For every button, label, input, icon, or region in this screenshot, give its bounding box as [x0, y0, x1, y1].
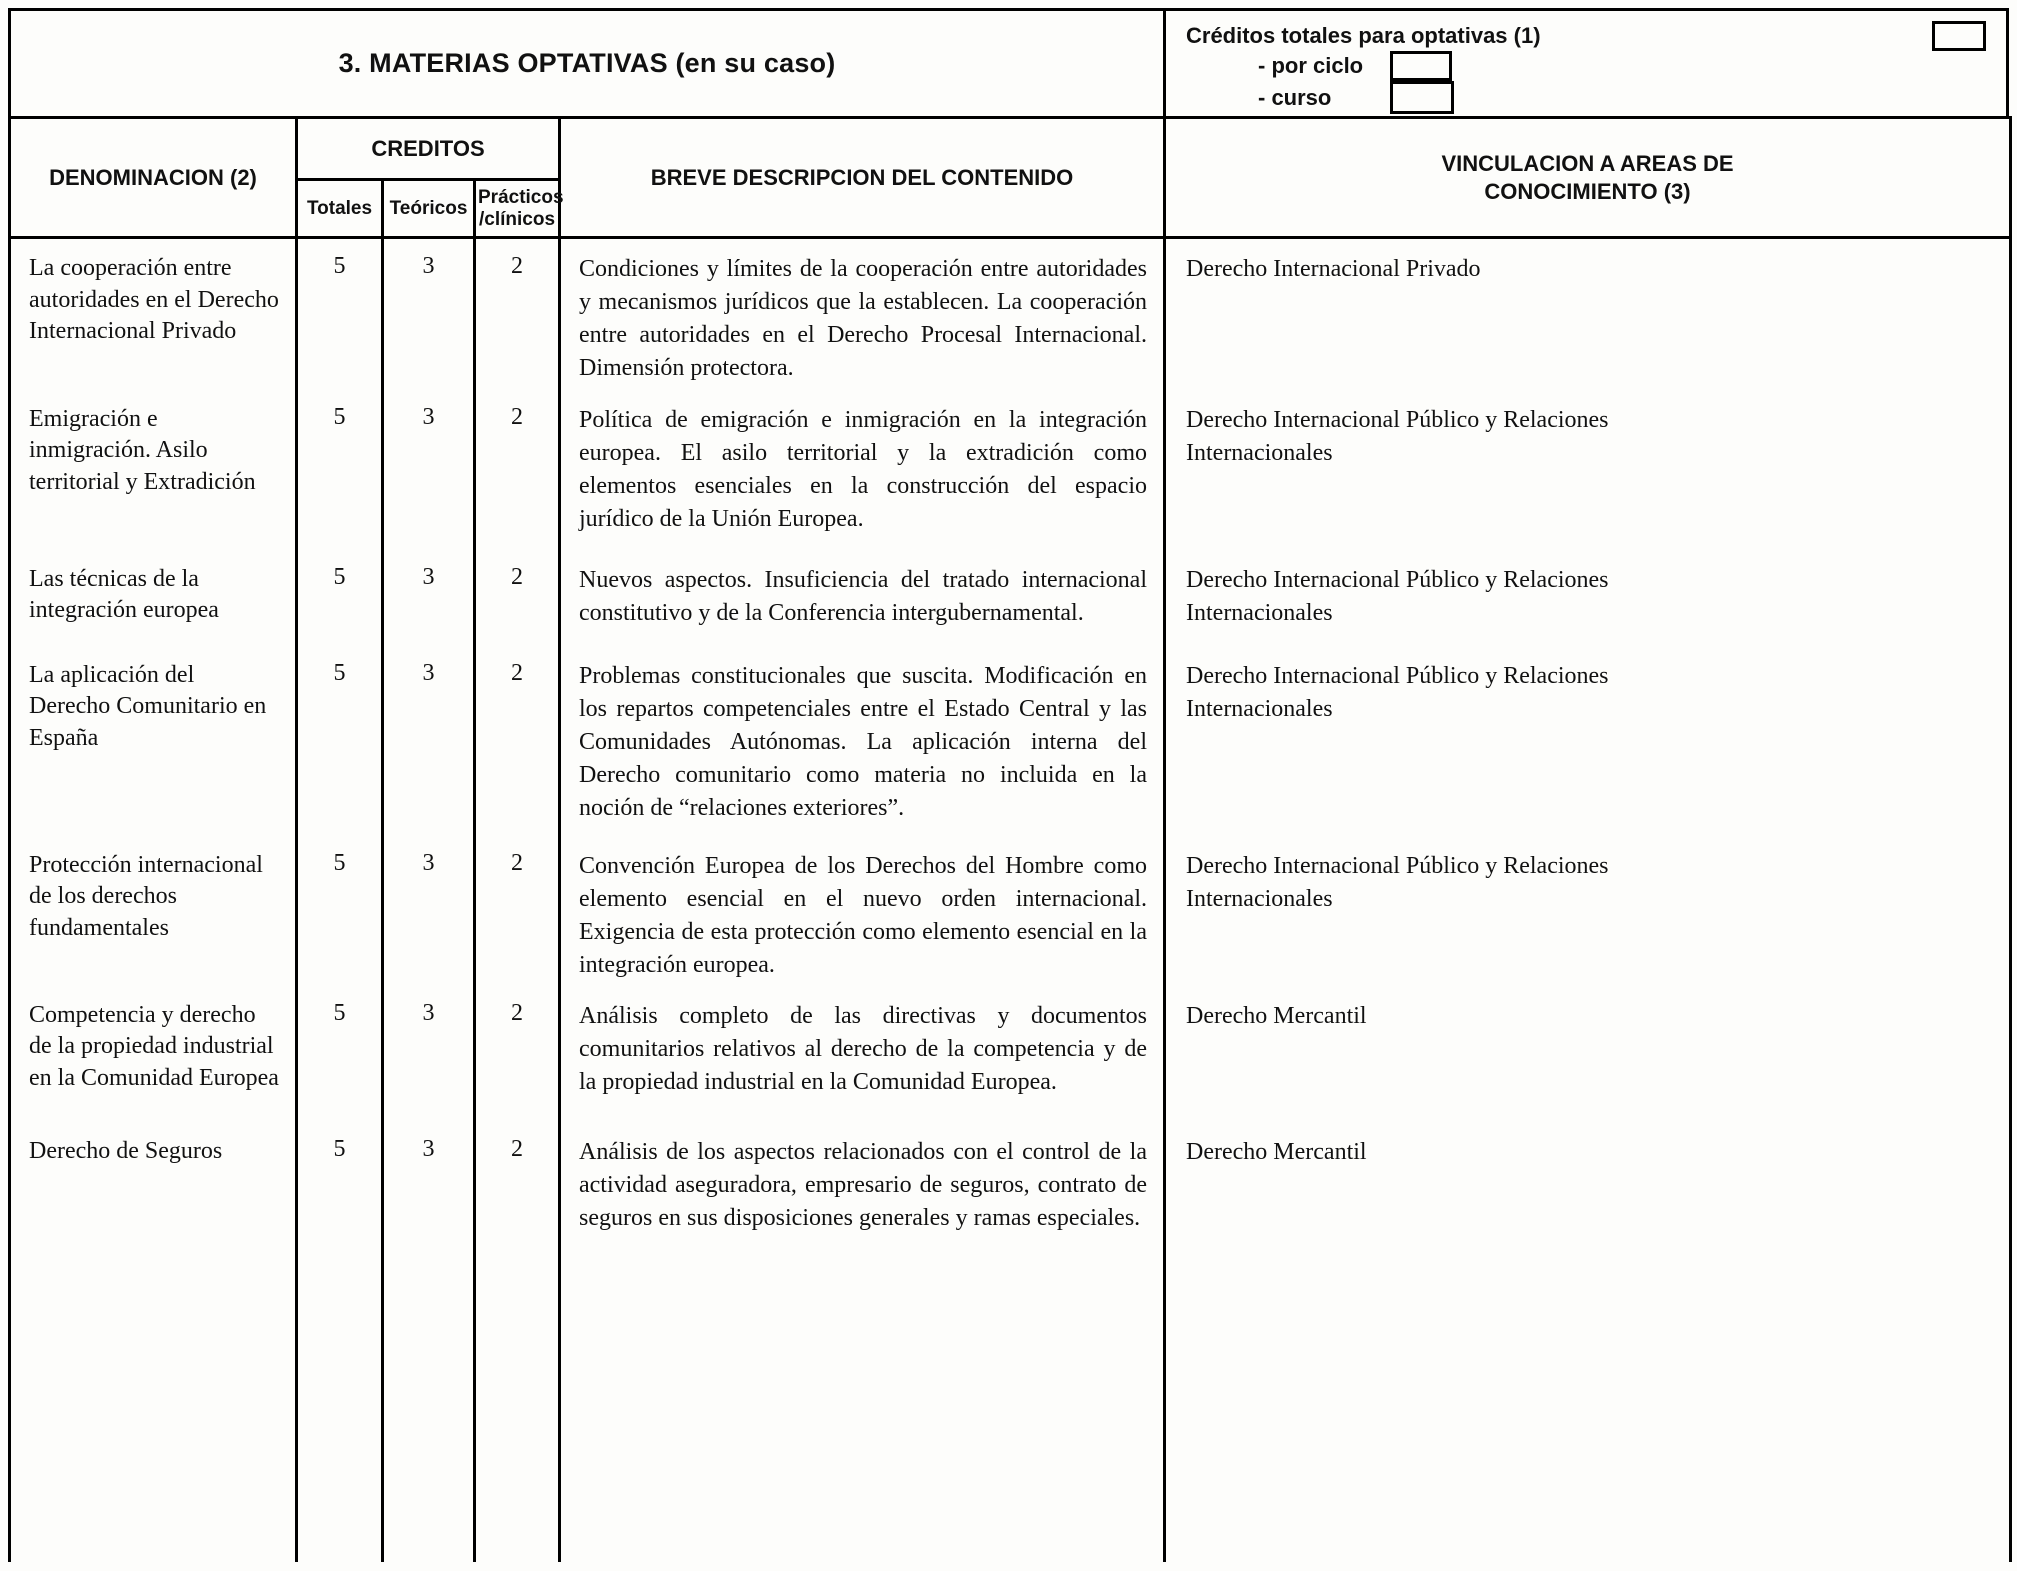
credits-total-label: Créditos totales para optativas (1) [1186, 23, 1541, 48]
credits-totales-cell: 5 [297, 986, 383, 1122]
knowledge-area-cell: Derecho Internacional Privado [1165, 238, 2011, 390]
optional-subjects-table [8, 116, 2012, 1562]
col-header-teoricos [383, 180, 475, 238]
curso-input-box [1390, 81, 1454, 114]
description-cell: Política de emigración e inmigración en la integración europea. El asilo territorial y la extradición como elementos esenciales en la construcción del espacio jurídico de la Unión Europea. [560, 390, 1165, 550]
table-row [10, 986, 2011, 1122]
curso-line [1258, 81, 1992, 114]
knowledge-area-cell: Derecho Mercantil [1165, 986, 2011, 1122]
credits-teoricos-cell: 3 [383, 390, 475, 550]
knowledge-area-cell: Derecho Internacional Público y Relaciones Internacionales [1165, 836, 2011, 986]
table-row [10, 550, 2011, 646]
por-ciclo-label: - por ciclo [1258, 53, 1364, 78]
credits-total-line [1186, 21, 1992, 51]
credits-totales-cell: 5 [297, 550, 383, 646]
credits-practicos-cell: 2 [475, 238, 560, 390]
section-title: 3. MATERIAS OPTATIVAS (en su caso) [338, 48, 836, 78]
col-header-descripcion [560, 118, 1165, 238]
subject-name-cell: Competencia y derecho de la propiedad industrial en la Comunidad Europea [10, 986, 297, 1122]
col-header-creditos-group [297, 118, 560, 180]
knowledge-area-cell: Derecho Mercantil [1165, 1122, 2011, 1562]
table-row [10, 646, 2011, 836]
col-header-vinculacion-label: VINCULACION A AREAS DE CONOCIMIENTO (3) [1441, 151, 1734, 204]
credits-total-input-box [1932, 21, 1986, 51]
subject-name-cell: Derecho de Seguros [10, 1122, 297, 1562]
col-header-practicos [475, 180, 564, 238]
credits-totales-cell: 5 [297, 836, 383, 986]
credits-practicos-cell: 2 [475, 550, 560, 646]
curso-label: - curso [1258, 84, 1332, 110]
credits-totals-panel [1166, 11, 2006, 116]
table-row [10, 390, 2011, 550]
table-row [10, 836, 2011, 986]
description-cell: Problemas constitucionales que suscita. Modificación en los repartos competenciales entre el Estado Central y las Comunidades Autónomas. La aplicación interna del Derecho comunitario como materia no incluida en la noción de “relaciones exteriores”. [560, 646, 1165, 836]
credits-teoricos-cell: 3 [383, 550, 475, 646]
description-cell: Condiciones y límites de la cooperación entre autoridades y mecanismos jurídicos que la establecen. La cooperación entre autoridades en el Derecho Procesal Internacional. Dimensión protectora. [560, 238, 1165, 390]
subject-name-cell: Protección internacional de los derechos fundamentales [10, 836, 297, 986]
table-body [10, 238, 2011, 1562]
credits-practicos-cell: 2 [475, 646, 560, 836]
table-row [10, 1122, 2011, 1562]
subject-name-cell: La aplicación del Derecho Comunitario en España [10, 646, 297, 836]
credits-teoricos-cell: 3 [383, 986, 475, 1122]
col-header-teoricos-label: Teóricos [389, 197, 468, 219]
por-ciclo-line [1258, 51, 1992, 81]
credits-totales-cell: 5 [297, 390, 383, 550]
table-header [10, 118, 2011, 238]
col-header-totales-label: Totales [306, 197, 373, 219]
credits-teoricos-cell: 3 [383, 1122, 475, 1562]
credits-totales-cell: 5 [297, 1122, 383, 1562]
credits-teoricos-cell: 3 [383, 836, 475, 986]
col-header-totales [297, 180, 383, 238]
col-header-denominacion [10, 118, 297, 238]
subject-name-cell: Emigración e inmigración. Asilo territorial y Extradición [10, 390, 297, 550]
credits-teoricos-cell: 3 [383, 238, 475, 390]
credits-practicos-cell: 2 [475, 836, 560, 986]
description-cell: Análisis de los aspectos relacionados con el control de la actividad aseguradora, empresario de seguros, contrato de seguros en sus disposiciones generales y ramas especiales. [560, 1122, 1165, 1562]
section-title-cell [11, 11, 1166, 116]
credits-practicos-cell: 2 [475, 1122, 560, 1562]
knowledge-area-cell: Derecho Internacional Público y Relaciones Internacionales [1165, 390, 2011, 550]
col-header-descripcion-label: BREVE DESCRIPCION DEL CONTENIDO [650, 164, 1074, 190]
col-header-creditos-label: CREDITOS [371, 135, 485, 161]
description-cell: Análisis completo de las directivas y documentos comunitarios relativos al derecho de la competencia y de la propiedad industrial en la Comunidad Europea. [560, 986, 1165, 1122]
col-header-practicos-label: Prácticos /clínicos [478, 186, 564, 230]
table-row [10, 238, 2011, 390]
credits-practicos-cell: 2 [475, 986, 560, 1122]
description-cell: Nuevos aspectos. Insuficiencia del tratado internacional constitutivo y de la Conferencia intergubernamental. [560, 550, 1165, 646]
knowledge-area-cell: Derecho Internacional Público y Relaciones Internacionales [1165, 646, 2011, 836]
credits-totales-cell: 5 [297, 238, 383, 390]
col-header-denominacion-label: DENOMINACION (2) [49, 164, 257, 190]
col-header-vinculacion [1165, 118, 2011, 238]
por-ciclo-input-box [1390, 51, 1452, 81]
credits-totales-cell: 5 [297, 646, 383, 836]
credits-practicos-cell: 2 [475, 390, 560, 550]
subject-name-cell: Las técnicas de la integración europea [10, 550, 297, 646]
knowledge-area-cell: Derecho Internacional Público y Relaciones Internacionales [1165, 550, 2011, 646]
description-cell: Convención Europea de los Derechos del Hombre como elemento esencial en el nuevo orden internacional. Exigencia de esta protección como elemento esencial en la integración europea. [560, 836, 1165, 986]
header-section [8, 8, 2009, 116]
credits-teoricos-cell: 3 [383, 646, 475, 836]
subject-name-cell: La cooperación entre autoridades en el Derecho Internacional Privado [10, 238, 297, 390]
